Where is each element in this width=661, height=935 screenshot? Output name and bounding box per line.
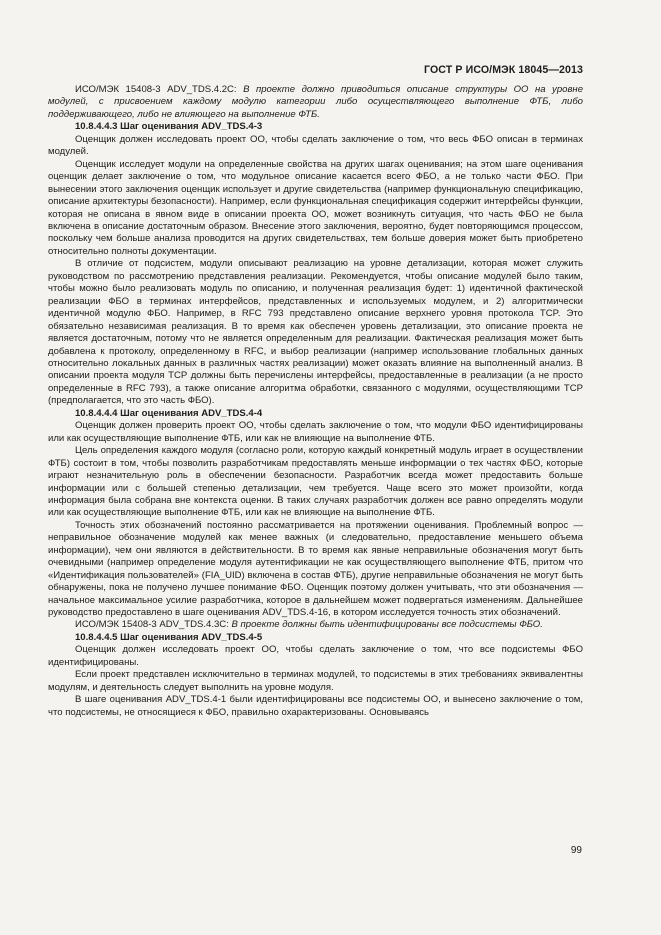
paragraph: Оценщик исследует модули на определенные свойства на других шагах оценивания; на этом шаге оценивания оценщик делает заключение о том, что модульное описание касается всего ФБО, а не только части ФБО. При вынесении этого заключения оценщик использует и другие свидетельства (например функциональную спецификацию, описание архитектуры безопасности). Например, если функциональная спецификация содержит интерфейсы функции, которая не описана в явном виде в описании проекта ОО, может возникнуть ситуация, что часть ФБО не была включена в описание достаточным образом. Внесение этого заключения, вероятно, будет повторяющимся процессом, поскольку чем больше анализа проводится на других свидетельствах, тем больше доверия может быть приобретено относительно полноты документации. (48, 158, 584, 257)
section-heading-adv-tds-4-5: 10.8.4.4.5 Шаг оценивания ADV_TDS.4-5 (75, 631, 263, 643)
paragraph-adv-tds-4-3c (48, 619, 583, 631)
paragraph-adv-tds-4-2c (48, 84, 583, 121)
standard-reference: ИСО/МЭК 15408-3 ADV_TDS.4.2C: (75, 84, 244, 95)
section-heading-adv-tds-4-4: 10.8.4.4.4 Шаг оценивания ADV_TDS.4-4 (75, 407, 263, 419)
section-heading-adv-tds-4-3: 10.8.4.4.3 Шаг оценивания ADV_TDS.4-3 (75, 121, 263, 133)
page-header-title: ГОСТ Р ИСО/МЭК 18045—2013 (424, 64, 583, 76)
page-number: 99 (570, 845, 582, 856)
requirement-text: В проекте должны быть идентифицированы все подсистемы ФБО. (231, 619, 543, 631)
paragraph: Цель определения каждого модуля (согласно роли, которую каждый конкретный модуль играет в осуществлении ФТБ) состоит в том, чтобы позволить разработчикам предоставлять меньше информации о тех частях ФБО, которые играют незначительную роль в обеспечении безопасности. Разработчик всегда может предоставить больше информации или с большей степенью детализации, чем требуется. Чаще всего это может произойти, когда информация была собрана вне контекста оценки. В таких случаях разработчик должен все равно определять модули или как осуществляющие выполнение ФТБ, или как не влияющие на выполнение ФТБ. (48, 445, 583, 519)
document-body (48, 84, 583, 719)
paragraph: Оценщик должен исследовать проект ОО, чтобы сделать заключение о том, что весь ФБО описан в терминах модулей. (48, 133, 583, 158)
paragraph: Оценщик должен проверить проект ОО, чтобы сделать заключение о том, что модули ФБО идентифицированы или как осуществляющие выполнение ФТБ, или как не влияющие на выполнение ФТБ. (48, 420, 583, 444)
paragraph: Точность этих обозначений постоянно рассматривается на протяжении оценивания. Проблемный вопрос — неправильное обозначение модулей как менее важных (и следовательно, предоставление меньшего объема информации), чем они являются в действительности. В то время как явные неправильные обозначения могут быть очевидными (например определение модуля аутентификации не как осуществляющего выполнение ФТБ, притом что «Идентификация пользователей» (FIA_UID) включена в состав ФТБ), другие неправильные обозначения не могут быть обнаружены, пока не получено лучшее понимание ФБО. Оценщик поэтому должен учитывать, что эти обозначения — начальное максимальное усилие разработчика, которое в дальнейшем может подвергаться изменениям. Дальнейшее руководство предоставлено в шаге оценивания ADV_TDS.4-16, в котором исследуется точность этих обозначений. (48, 519, 583, 619)
paragraph: В отличие от подсистем, модули описывают реализацию на уровне детализации, которая может служить руководством по рассмотрению представления реализации. Рекомендуется, чтобы описание модулей было таким, чтобы можно было реализовать модуль по описанию, и полученная реализация будет: 1) идентичной фактической реализации ФБО в терминах интерфейсов, представленных и используемых модулем, и 2) алгоритмически идентичной модулю ФБО. Например, в RFC 793 представлено описание верхнего уровня протокола TCP. Это обязательно независимая реализация. В то время как обеспечен уровень детализации, это описание проекта не является достаточным, потому что не является определенным для реализации. Фактическая реализация может быть добавлена к протоколу, определенному в RFC, и выбор реализации (например использование глобальных данных относительно локальных данных в различных частях реализации) может оказать влияние на выполненный анализ. В описании проекта модуля TCP должны быть перечислены интерфейсы, предоставленные в реализации (а не просто определенные в RFC 793), а также описание алгоритма обработки, связанного с модулями, осуществляющими TCP (предполагается, что это часть ФБО). (48, 258, 583, 407)
paragraph: Если проект представлен исключительно в терминах модулей, то подсистемы в этих требованиях эквивалентны модулям, и деятельность следует выполнить на уровне модуля. (48, 669, 583, 693)
paragraph: Оценщик должен исследовать проект ОО, чтобы сделать заключение о том, что все подсистемы ФБО идентифицированы. (48, 644, 583, 668)
paragraph: В шаге оценивания ADV_TDS.4-1 были идентифицированы все подсистемы ОО, и вынесено заключение о том, что подсистемы, не относящиеся к ФБО, правильно охарактеризованы. Основываясь (48, 694, 583, 718)
standard-reference: ИСО/МЭК 15408-3 ADV_TDS.4.3C: (75, 619, 232, 631)
requirement-text: В проекте должно приводиться описание структуры ОО на уровне модулей, с присвоением каждому модулю категории либо осуществляющего выполнение ФТБ, либо поддерживающего, либо не влияющего на выполнение ФТБ. (48, 84, 584, 120)
